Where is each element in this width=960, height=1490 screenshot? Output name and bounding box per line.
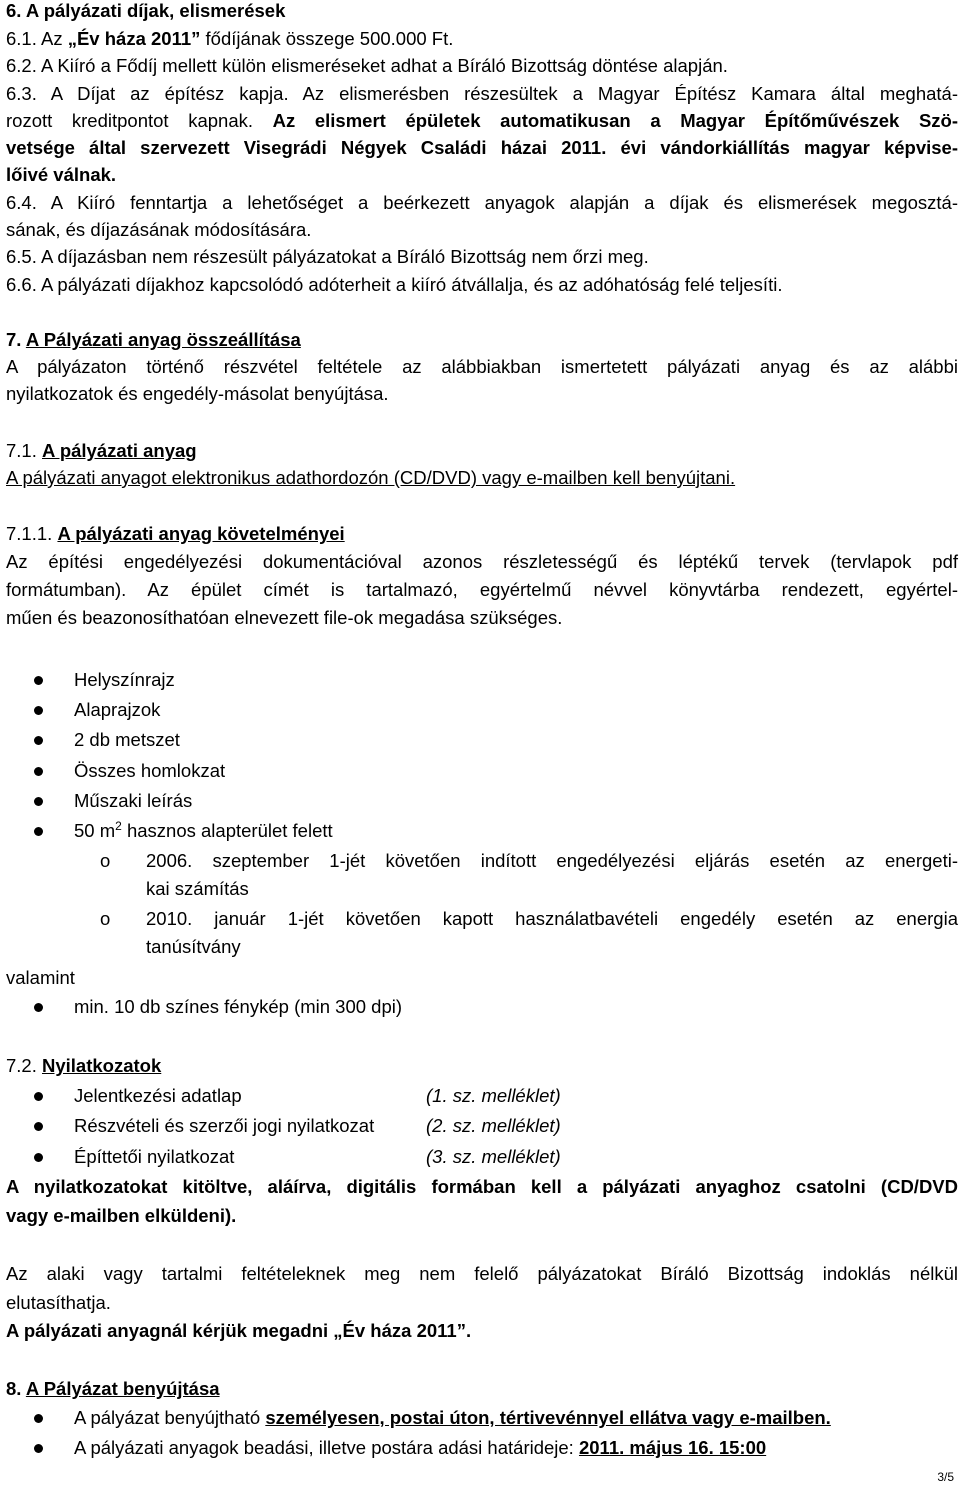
section-heading: A pályázati anyag — [42, 440, 197, 461]
bullet-icon — [34, 767, 43, 776]
section-number: 7.1. — [6, 440, 42, 461]
section-heading: Nyilatkozatok — [42, 1055, 162, 1076]
page-number: 3/5 — [937, 1470, 954, 1484]
section-8-title — [6, 1375, 958, 1403]
bullet-icon — [34, 827, 43, 836]
text-line: kai számítás — [146, 877, 249, 899]
paragraph-6-6: 6.6. A pályázati díjakhoz kapcsolódó adóterheit a kiíró átvállalja, és az adóhatóság felé teljesíti. — [6, 274, 783, 295]
deadline: 2011. május 16. 15:00 — [578, 1437, 767, 1458]
list-item-text — [74, 1434, 766, 1462]
declaration-label: Jelentkezési adatlap — [74, 1085, 242, 1106]
paragraph-6-1 — [6, 25, 958, 53]
section-6-title: 6. A pályázati díjak, elismerések — [6, 0, 286, 21]
section-7-1-title — [6, 437, 958, 465]
declaration-label: Építtetői nyilatkozat — [74, 1146, 235, 1167]
award-name: „Év háza 2011” — [67, 28, 201, 49]
sub-list-item-text — [146, 847, 958, 902]
bullet-icon — [34, 1003, 43, 1012]
section-heading: A pályázati anyag követelményei — [57, 523, 345, 544]
circle-bullet-icon: o — [100, 850, 111, 871]
text: 6.1. Az — [6, 28, 68, 49]
declaration-ref: (2. sz. melléklet) — [426, 1115, 561, 1136]
section-7-1-1-line3: műen és beazonosíthatóan elnevezett file-ok megadása szükséges. — [6, 607, 563, 628]
section-7-intro-line1: A pályázaton történő részvétel feltétele az alábbiakban ismertetett pályázati anyag és az alábbi — [6, 356, 958, 377]
section-7-2-title — [6, 1052, 958, 1080]
paragraph-6-3-line1: 6.3. A Díjat az építész kapja. Az elismerésben részesültek a Magyar Építész Kamara által meghatá- — [6, 83, 958, 104]
list-item-text: Helyszínrajz — [74, 669, 175, 690]
superscript: 2 — [115, 819, 122, 833]
paragraph-6-5: 6.5. A díjazásban nem részesült pályázatokat a Bíráló Bizottság nem őrzi meg. — [6, 246, 649, 267]
bold-text: személyesen, postai úton, tértivevénnyel ellátva vagy e-mailben. — [265, 1407, 831, 1428]
section-7-1-1-line1: Az építési engedélyezési dokumentációval azonos részletességű és léptékű tervek (tervlapok pdf — [6, 551, 958, 572]
list-item-text: Alaprajzok — [74, 699, 161, 720]
list-item-text: 2 db metszet — [74, 729, 180, 750]
text: 50 m — [74, 820, 116, 841]
section-7-intro-line2: nyilatkozatok és engedély-másolat benyújtása. — [6, 383, 389, 404]
bullet-icon — [34, 1414, 43, 1423]
rejection-note-line1: Az alaki vagy tartalmi feltételeknek meg nem felelő pályázatokat Bíráló Bizottság indoklás nélkül — [6, 1263, 958, 1284]
bullet-icon — [34, 706, 43, 715]
list-item-text — [74, 817, 333, 845]
list-item-text: min. 10 db színes fénykép (min 300 dpi) — [74, 996, 403, 1017]
list-item-text — [74, 1404, 831, 1432]
paragraph-6-3-line4: lőivé válnak. — [6, 164, 117, 185]
section-7-1-1-title — [6, 520, 958, 548]
declaration-ref: (1. sz. melléklet) — [426, 1085, 561, 1106]
bullet-icon — [34, 1153, 43, 1162]
text: rozott kreditpontot kapnak. — [6, 110, 273, 131]
paragraph-6-3-line3: vetsége által szervezett Visegrádi Négyek Családi házai 2011. évi vándorkiállítás magyar képvise- — [6, 137, 958, 158]
list-item-text: Összes homlokzat — [74, 760, 226, 781]
paragraph-6-4-line1: 6.4. A Kiíró fenntartja a lehetőséget a beérkezett anyagok alapján a díjak és elismerések megosztá- — [6, 192, 958, 213]
declaration-note-line2: vagy e-mailben elküldeni). — [6, 1205, 237, 1226]
section-number: 8. — [6, 1378, 26, 1399]
section-heading: A Pályázati anyag összeállítása — [25, 329, 301, 350]
section-7-1-text: A pályázati anyagot elektronikus adathordozón (CD/DVD) vagy e-mailben kell benyújtani. — [6, 467, 736, 488]
text: fődíjának összege 500.000 Ft. — [200, 28, 454, 49]
text-line: 2010. január 1-jét követően kapott használatbavételi engedély esetén az energia — [146, 908, 958, 929]
text-line: 2006. szeptember 1-jét követően indított engedélyezési eljárás esetén az energeti- — [146, 850, 958, 871]
paragraph-6-3-line2 — [6, 107, 958, 135]
valamint-text: valamint — [6, 967, 75, 988]
list-item-text: Műszaki leírás — [74, 790, 193, 811]
bold-text: Az elismert épületek automatikusan a Magyar Építőművészek Szö- — [272, 110, 958, 131]
bullet-icon — [34, 1122, 43, 1131]
declaration-ref: (3. sz. melléklet) — [426, 1146, 561, 1167]
bullet-icon — [34, 797, 43, 806]
section-heading: A Pályázat benyújtása — [25, 1378, 220, 1399]
text: A pályázat benyújtható — [74, 1407, 266, 1428]
submission-name-note: A pályázati anyagnál kérjük megadni „Év háza 2011”. — [6, 1320, 472, 1341]
section-number: 7.1.1. — [6, 523, 58, 544]
declaration-note-line1: A nyilatkozatokat kitöltve, aláírva, digitális formában kell a pályázati anyaghoz csatolni (CD/DVD — [6, 1176, 958, 1197]
bullet-icon — [34, 1444, 43, 1453]
bullet-icon — [34, 736, 43, 745]
paragraph-6-4-line2: sának, és díjazásának módosítására. — [6, 219, 312, 240]
bullet-icon — [34, 1092, 43, 1101]
section-7-1-1-line2: formátumban). Az épület címét is tartalmazó, egyértelmű névvel könyvtárba rendezett, egyértel- — [6, 579, 958, 600]
section-number: 7.2. — [6, 1055, 42, 1076]
rejection-note-line2: elutasíthatja. — [6, 1292, 111, 1313]
section-7-title — [6, 326, 958, 354]
sub-list-item-text — [146, 905, 958, 960]
text: hasznos alapterület felett — [121, 820, 333, 841]
declaration-label: Részvételi és szerzői jogi nyilatkozat — [74, 1115, 375, 1136]
section-number: 7. — [6, 329, 26, 350]
circle-bullet-icon: o — [100, 908, 111, 929]
paragraph-6-2: 6.2. A Kiíró a Fődíj mellett külön elismeréseket adhat a Bíráló Bizottság döntése alapján. — [6, 55, 728, 76]
text: A pályázati anyagok beadási, illetve postára adási határideje: — [74, 1437, 579, 1458]
bullet-icon — [34, 676, 43, 685]
text-line: tanúsítvány — [146, 935, 241, 957]
